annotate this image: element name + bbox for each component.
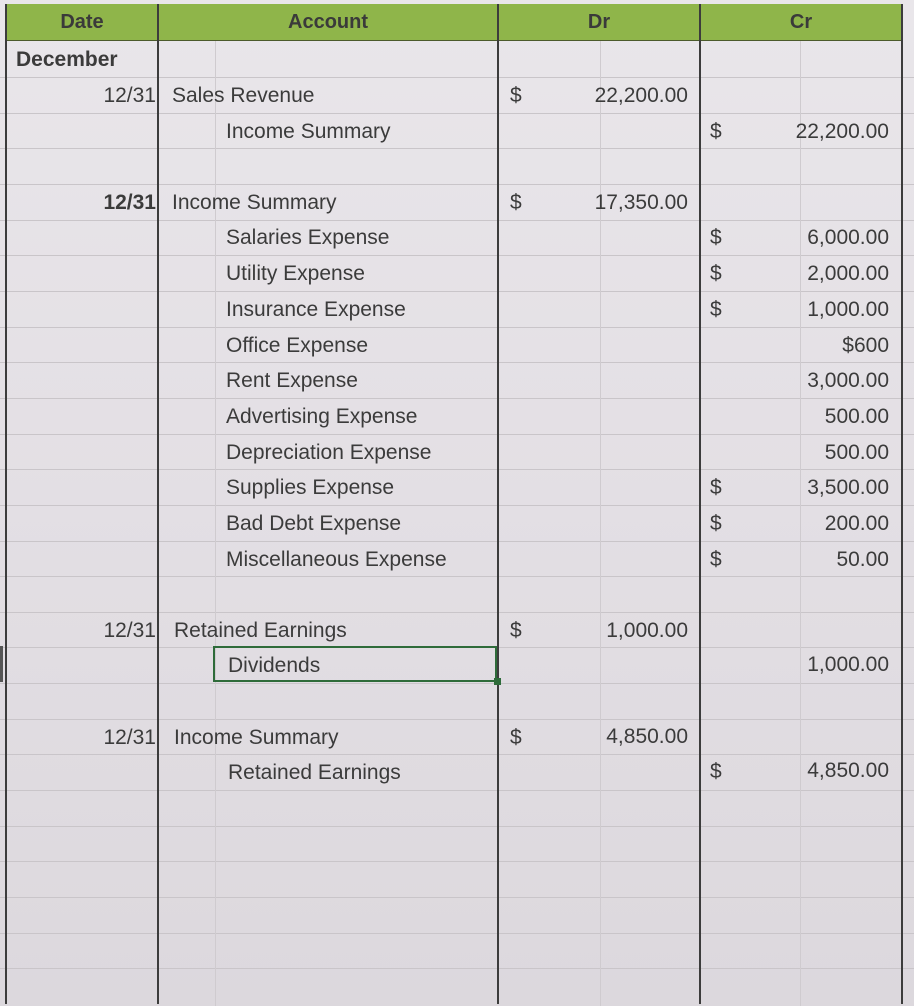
debit-dollar-sign: $ (510, 619, 522, 642)
gridline (0, 362, 914, 363)
credit-account[interactable]: Retained Earnings (228, 761, 401, 784)
row-marker (0, 646, 3, 682)
gridline (0, 968, 914, 969)
header-account[interactable]: Account (288, 11, 368, 33)
gridline (0, 469, 914, 470)
credit-account[interactable]: Supplies Expense (226, 476, 395, 499)
debit-dollar-sign: $ (510, 726, 522, 749)
credit-amount[interactable]: 2,000.00 (807, 262, 889, 285)
gridline (0, 255, 914, 256)
fill-handle[interactable] (494, 678, 501, 685)
entry-date[interactable]: 12/31 (103, 619, 156, 642)
gridline (0, 790, 914, 791)
debit-amount[interactable]: 22,200.00 (594, 84, 688, 107)
debit-amount[interactable]: 17,350.00 (594, 191, 688, 214)
credit-amount[interactable]: 4,850.00 (807, 759, 889, 782)
credit-amount[interactable]: 6,000.00 (807, 226, 889, 249)
credit-account[interactable]: Insurance Expense (226, 298, 406, 321)
credit-amount[interactable]: 1,000.00 (807, 298, 889, 321)
credit-amount[interactable]: 500.00 (824, 405, 889, 428)
gridline (0, 826, 914, 827)
credit-account[interactable]: Bad Debt Expense (226, 512, 402, 535)
credit-account[interactable]: Advertising Expense (226, 405, 418, 428)
debit-dollar-sign: $ (510, 191, 522, 214)
gridline (0, 576, 914, 577)
column-border (157, 4, 159, 1004)
credit-amount[interactable]: 50.00 (836, 548, 889, 571)
column-border (699, 4, 701, 1004)
month-label[interactable]: December (16, 48, 118, 71)
credit-account[interactable]: Depreciation Expense (226, 441, 432, 464)
gridline (0, 291, 914, 292)
credit-dollar-sign: $ (710, 760, 722, 783)
gridline (215, 40, 216, 1006)
gridline (0, 719, 914, 720)
entry-date[interactable]: 12/31 (103, 84, 156, 107)
credit-account[interactable]: Dividends (228, 654, 321, 677)
column-border (901, 4, 903, 1004)
gridline (0, 434, 914, 435)
header-cr[interactable]: Cr (789, 11, 813, 33)
credit-account[interactable]: Office Expense (226, 334, 369, 357)
debit-dollar-sign: $ (510, 84, 522, 107)
gridline (0, 113, 914, 114)
credit-dollar-sign: $ (710, 298, 722, 321)
gridline (0, 754, 914, 755)
debit-account[interactable]: Income Summary (172, 191, 337, 214)
gridline (0, 541, 914, 542)
credit-amount[interactable]: 3,000.00 (807, 369, 889, 392)
gridline (0, 505, 914, 506)
header-row (6, 4, 902, 41)
gridline (0, 77, 914, 78)
credit-account[interactable]: Utility Expense (226, 262, 365, 285)
debit-account[interactable]: Income Summary (174, 726, 339, 749)
entry-date[interactable]: 12/31 (103, 191, 156, 214)
gridline (0, 184, 914, 185)
gridline (0, 612, 914, 613)
gridline (0, 327, 914, 328)
credit-amount[interactable]: 1,000.00 (807, 653, 889, 676)
credit-dollar-sign: $ (710, 512, 722, 535)
credit-dollar-sign: $ (710, 548, 722, 571)
gridline (0, 683, 914, 684)
gridline (0, 220, 914, 221)
debit-amount[interactable]: 4,850.00 (606, 725, 688, 748)
credit-amount[interactable]: 3,500.00 (807, 476, 889, 499)
credit-account[interactable]: Income Summary (226, 120, 391, 143)
gridline (0, 933, 914, 934)
credit-dollar-sign: $ (710, 476, 722, 499)
header-date[interactable]: Date (60, 11, 104, 33)
gridline (0, 897, 914, 898)
entry-date[interactable]: 12/31 (103, 726, 156, 749)
credit-amount[interactable]: $600 (842, 334, 889, 357)
gridline (600, 40, 601, 1006)
debit-account[interactable]: Retained Earnings (174, 619, 347, 642)
credit-account[interactable]: Rent Expense (226, 369, 358, 392)
credit-amount[interactable]: 500.00 (824, 441, 889, 464)
gridline (0, 148, 914, 149)
debit-amount[interactable]: 1,000.00 (606, 619, 688, 642)
gridline (0, 398, 914, 399)
credit-dollar-sign: $ (710, 262, 722, 285)
credit-dollar-sign: $ (710, 226, 722, 249)
debit-account[interactable]: Sales Revenue (172, 84, 315, 107)
credit-amount[interactable]: 22,200.00 (795, 120, 889, 143)
column-border (497, 4, 499, 1004)
credit-account[interactable]: Salaries Expense (226, 226, 390, 249)
credit-dollar-sign: $ (710, 120, 722, 143)
credit-amount[interactable]: 200.00 (824, 512, 889, 535)
header-dr[interactable]: Dr (587, 11, 611, 33)
credit-account[interactable]: Miscellaneous Expense (226, 548, 447, 571)
column-border (5, 4, 7, 1004)
gridline (0, 861, 914, 862)
